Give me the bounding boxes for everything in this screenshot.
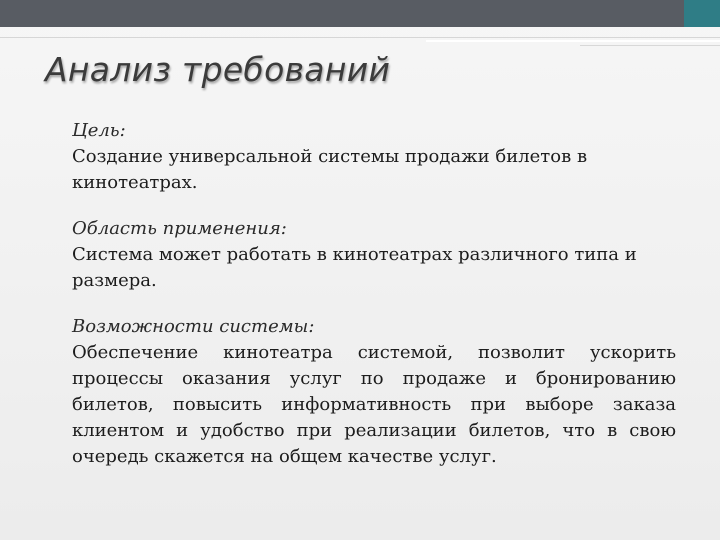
section-label: Возможности системы: <box>72 316 315 337</box>
slide-content <box>72 118 676 490</box>
section-goal <box>72 118 676 196</box>
slide-title: Анализ требований <box>45 50 391 89</box>
top-accent-bar <box>684 0 720 27</box>
section-scope <box>72 216 676 294</box>
top-decorative-bar <box>0 0 684 27</box>
section-text: Система может работать в кинотеатрах различного типа и размера. <box>72 244 637 291</box>
decorative-line <box>0 37 720 38</box>
decorative-line <box>426 40 720 42</box>
section-text: Обеспечение кинотеатра системой, позволит ускорить процессы оказания услуг по продаже и бронированию билетов, повысить информативность при выборе заказа клиентом и удобство при реализации билетов, что в свою очередь скажется на общем качестве услуг. <box>72 342 676 467</box>
decorative-line <box>580 45 720 46</box>
section-label: Область применения: <box>72 218 287 239</box>
section-capabilities <box>72 314 676 470</box>
section-label: Цель: <box>72 120 126 141</box>
section-text: Создание универсальной системы продажи билетов в кинотеатрах. <box>72 146 588 193</box>
